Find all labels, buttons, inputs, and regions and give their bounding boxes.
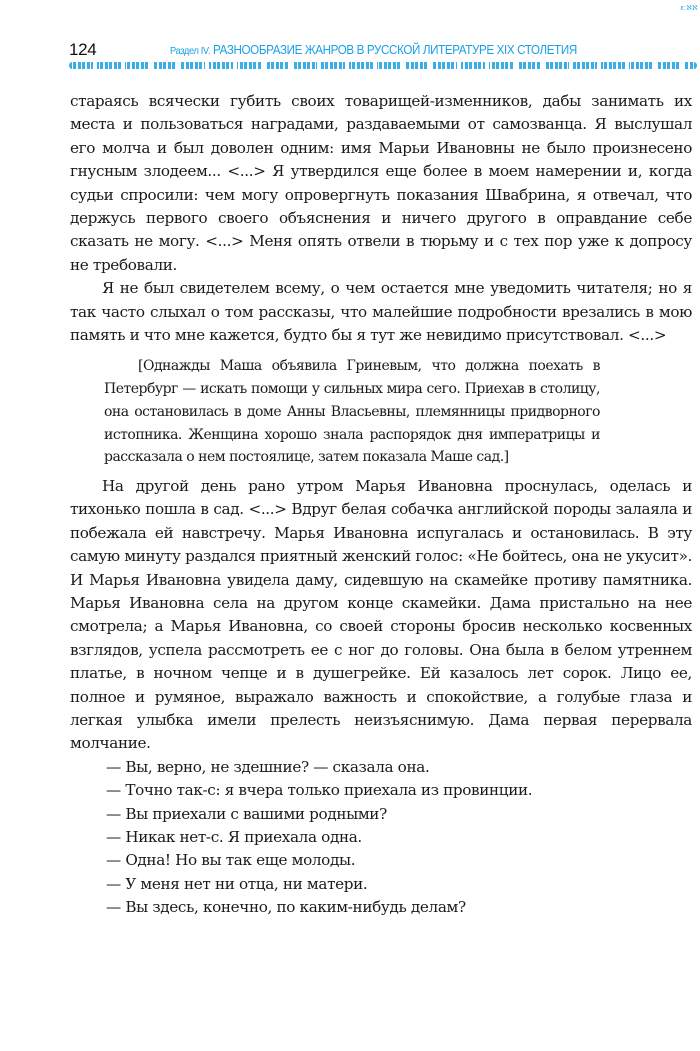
dialogue-line: — Одна! Но вы так еще молоды.: [106, 851, 356, 870]
dialogue-line: — Точно так-с: я вчера только приехала из провинции.: [106, 781, 533, 800]
decorative-ornament-divider: [69, 62, 697, 69]
running-title-prefix: Раздел IV.: [170, 46, 211, 57]
dialogue-line: — У меня нет ни отца, ни матери.: [106, 874, 368, 893]
running-title-text: РАЗНООБРАЗИЕ ЖАНРОВ В РУССКОЙ ЛИТЕРАТУРЕ XIX СТОЛЕТИЯ: [212, 43, 577, 57]
paragraph-1: стараясь всячески губить своих товарищей-изменников, дабы занимать их места и пользоваться наградами, раздаваемыми от самозванца. Я выслушал его молча и был доволен одним: имя Марьи Ивановны не было произнесено гнусным злодеем... <...> Я утвердился еще более в моем намерении и, когда судьи спросили: чем могу опровергнуть показания Швабрина, я отвечал, что держусь первого своего объяснения и ничего другого в оправдание себе сказать не могу. <...> Меня опять отвели в тюрьму и с тех пор уже к допросу не требовали.: [70, 92, 692, 274]
dialogue-line: — Вы, верно, не здешние? — сказала она.: [106, 757, 430, 776]
paragraph-2: Я не был свидетелем всему, о чем остается мне уведомить читателя; но я так часто слыхал о том рассказы, что малейшие подробности врезались в мою память и что мне кажется, будто бы я тут же невидимо присутствовал. <...>: [70, 279, 692, 345]
dialogue-line: — Вы приехали с вашими родными?: [106, 804, 387, 823]
dialogue-line: — Никак нет-с. Я приехала одна.: [106, 828, 362, 847]
page-number: 124: [69, 40, 97, 59]
paragraph-3: На другой день рано утром Марья Ивановна проснулась, оделась и тихонько пошла в сад. <...> Вдруг белая собачка английской породы залаяла и побежала ей навстречу. Марья Ивановна испугалась и остановилась. В эту самую минуту раздался приятный женский голос: «Не бойтесь, она не укусит». И Марья Ивановна увидела даму, сидевшую на скамейке противу памятника. Марья Ивановна села на другом конце скамейки. Дама пристально на нее смотрела; а Марья Ивановна, со своей стороны бросив несколько косвенных взглядов, успела рассмотреть ее с ног до головы. Она была в белом утреннем платье, в ночном чепце и в душегрейке. Ей казалось лет сорок. Лицо ее, полное и румяное, выражало важность и спокойствие, а голубые глаза и легкая улыбка имели прелесть неизъяснимую. Дама первая перервала молчание.: [70, 476, 692, 753]
summary-block: [104, 355, 600, 469]
dialogue: [70, 756, 692, 920]
running-title: [170, 43, 577, 57]
page-body: [70, 90, 692, 920]
summary-text: [Однажды Маша объявила Гриневым, что должна поехать в Петербург — искать помощи у сильных мира сего. Приехав в столицу, она остановилась в доме Анны Власьевны, племянницы придворного истопника. Женщина хорошо знала распорядок дня императрицы и рассказала о нем постоялице, затем показала Маше сад.]: [104, 358, 600, 466]
corner-mark: ε:ℵℵ: [680, 5, 698, 12]
dialogue-line: — Вы здесь, конечно, по каким-нибудь делам?: [106, 898, 466, 917]
